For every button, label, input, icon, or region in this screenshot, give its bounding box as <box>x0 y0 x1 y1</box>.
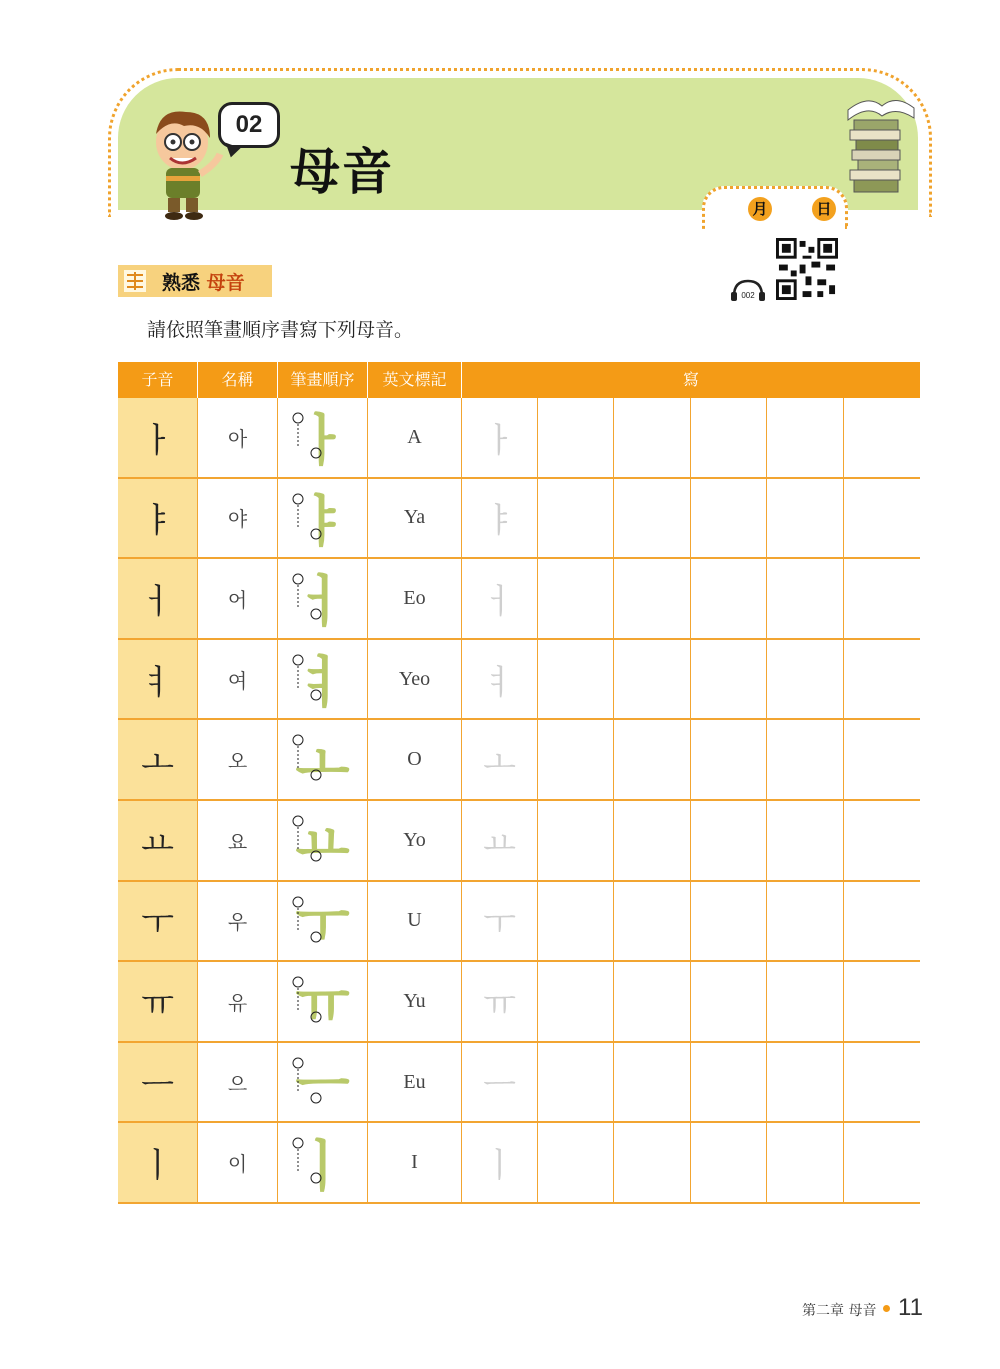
romanization-cell: Yeo <box>368 640 462 719</box>
trace-cell[interactable]: ㅓ <box>462 559 538 638</box>
name-cell: 으 <box>198 1043 278 1122</box>
table-row <box>118 720 920 801</box>
trace-cell[interactable]: ㅠ <box>462 962 538 1041</box>
table-body <box>118 398 920 1204</box>
stroke-order-arrows-icon <box>278 559 368 639</box>
writing-box[interactable] <box>614 479 690 558</box>
section-heading <box>162 268 245 295</box>
stroke-order-glyph: ㅣ <box>295 1134 350 1200</box>
trace-cell[interactable]: ㅏ <box>462 398 538 477</box>
stroke-order-glyph: ㅗ <box>295 731 350 797</box>
writing-box[interactable] <box>844 559 920 638</box>
lesson-number-badge: 02 <box>218 102 280 148</box>
stroke-order-glyph: ㅛ <box>295 812 350 878</box>
writing-box[interactable] <box>614 640 690 719</box>
headphone-icon <box>730 278 766 302</box>
writing-box[interactable] <box>844 882 920 961</box>
writing-box[interactable] <box>844 962 920 1041</box>
footer-dot <box>883 1305 890 1312</box>
table-row <box>118 640 920 721</box>
writing-box[interactable] <box>538 1123 614 1202</box>
name-cell: 요 <box>198 801 278 880</box>
header-write: 寫 <box>682 370 699 389</box>
name-cell: 이 <box>198 1123 278 1202</box>
writing-box[interactable] <box>538 479 614 558</box>
name-cell: 오 <box>198 720 278 799</box>
name-cell: 여 <box>198 640 278 719</box>
stroke-order-cell <box>278 801 368 880</box>
trace-cell[interactable]: ㅑ <box>462 479 538 558</box>
writing-box[interactable] <box>538 398 614 477</box>
writing-box[interactable] <box>844 398 920 477</box>
writing-box[interactable] <box>538 962 614 1041</box>
stroke-order-arrows-icon <box>278 882 368 962</box>
footer-chapter: 第二章 母音 <box>802 1303 877 1319</box>
stroke-order-cell <box>278 882 368 961</box>
stroke-order-glyph: ㅜ <box>295 892 350 958</box>
writing-box[interactable] <box>844 801 920 880</box>
table-row <box>118 1123 920 1204</box>
writing-box[interactable] <box>691 1043 767 1122</box>
romanization-cell: Ya <box>368 479 462 558</box>
writing-box[interactable] <box>538 559 614 638</box>
trace-cell[interactable]: ㅜ <box>462 882 538 961</box>
writing-box[interactable] <box>767 398 843 477</box>
stroke-order-glyph: ㅡ <box>295 1054 350 1120</box>
writing-box[interactable] <box>614 962 690 1041</box>
name-cell: 아 <box>198 398 278 477</box>
romanization-cell: Eu <box>368 1043 462 1122</box>
writing-box[interactable] <box>538 720 614 799</box>
header-romanization: 英文標記 <box>368 362 462 398</box>
audio-track-number: 002 <box>741 291 755 300</box>
writing-box[interactable] <box>614 559 690 638</box>
cartoon-boy-illustration <box>140 104 230 224</box>
writing-box[interactable] <box>691 720 767 799</box>
romanization-cell: Yu <box>368 962 462 1041</box>
jamo-cell: ㅠ <box>118 962 198 1041</box>
writing-box[interactable] <box>614 801 690 880</box>
writing-box[interactable] <box>614 1043 690 1122</box>
writing-box[interactable] <box>538 640 614 719</box>
table-row <box>118 1043 920 1124</box>
stroke-order-glyph: ㅑ <box>295 489 350 555</box>
table-row <box>118 962 920 1043</box>
writing-box[interactable] <box>614 1123 690 1202</box>
stroke-order-cell <box>278 559 368 638</box>
writing-box[interactable] <box>691 962 767 1041</box>
writing-box[interactable] <box>844 720 920 799</box>
romanization-cell: U <box>368 882 462 961</box>
romanization-cell: Eo <box>368 559 462 638</box>
writing-box[interactable] <box>538 1043 614 1122</box>
table-header-row <box>118 362 920 398</box>
writing-box[interactable] <box>767 1123 843 1202</box>
page-number: 11 <box>898 1294 923 1321</box>
writing-box[interactable] <box>691 882 767 961</box>
day-label: 日 <box>812 197 836 221</box>
stroke-order-glyph: ㅕ <box>295 651 350 717</box>
section-bullet-icon <box>124 270 146 292</box>
month-label: 月 <box>748 197 772 221</box>
stroke-order-arrows-icon <box>278 479 368 559</box>
jamo-cell: ㅓ <box>118 559 198 638</box>
section-heading-prefix: 熟悉 <box>162 272 201 294</box>
writing-box[interactable] <box>844 640 920 719</box>
page-title: 母音 <box>290 143 394 201</box>
section-heading-accent: 母音 <box>206 272 245 294</box>
book-stack-illustration <box>838 92 918 202</box>
writing-box[interactable] <box>614 398 690 477</box>
writing-box[interactable] <box>767 1043 843 1122</box>
jamo-cell: ㅕ <box>118 640 198 719</box>
jamo-cell: ㅗ <box>118 720 198 799</box>
name-cell: 야 <box>198 479 278 558</box>
header-stroke-order: 筆畫順序 <box>278 362 368 398</box>
table-row <box>118 559 920 640</box>
trace-cell[interactable]: ㅛ <box>462 801 538 880</box>
name-cell: 유 <box>198 962 278 1041</box>
stroke-order-cell <box>278 1043 368 1122</box>
jamo-cell: ㅡ <box>118 1043 198 1122</box>
jamo-cell: ㅜ <box>118 882 198 961</box>
romanization-cell: A <box>368 398 462 477</box>
writing-box[interactable] <box>767 801 843 880</box>
qr-code-icon[interactable] <box>776 238 838 300</box>
writing-box[interactable] <box>691 640 767 719</box>
writing-box[interactable] <box>767 640 843 719</box>
stroke-order-arrows-icon <box>278 1043 368 1123</box>
stroke-order-cell <box>278 962 368 1041</box>
stroke-order-glyph: ㅓ <box>295 570 350 636</box>
writing-box[interactable] <box>691 559 767 638</box>
stroke-order-arrows-icon <box>278 398 368 478</box>
trace-cell[interactable]: ㅕ <box>462 640 538 719</box>
writing-box[interactable] <box>691 398 767 477</box>
stroke-order-arrows-icon <box>278 962 368 1042</box>
stroke-order-glyph: ㅠ <box>295 973 350 1039</box>
romanization-cell: Yo <box>368 801 462 880</box>
writing-box[interactable] <box>767 559 843 638</box>
writing-box[interactable] <box>767 479 843 558</box>
writing-box[interactable] <box>767 720 843 799</box>
name-cell: 우 <box>198 882 278 961</box>
writing-box[interactable] <box>691 479 767 558</box>
vowel-practice-table <box>118 362 920 1204</box>
stroke-order-arrows-icon <box>278 720 368 800</box>
writing-box[interactable] <box>538 882 614 961</box>
writing-box[interactable] <box>691 801 767 880</box>
writing-box[interactable] <box>614 882 690 961</box>
jamo-cell: ㅑ <box>118 479 198 558</box>
writing-box[interactable] <box>538 801 614 880</box>
writing-box[interactable] <box>767 962 843 1041</box>
jamo-cell: ㅏ <box>118 398 198 477</box>
jamo-cell: ㅛ <box>118 801 198 880</box>
stroke-order-cell <box>278 640 368 719</box>
name-cell: 어 <box>198 559 278 638</box>
writing-box[interactable] <box>614 720 690 799</box>
header-name: 名稱 <box>198 362 278 398</box>
stroke-order-cell <box>278 1123 368 1202</box>
instruction-text: 請依照筆畫順序書寫下列母音。 <box>147 319 414 341</box>
jamo-cell: ㅣ <box>118 1123 198 1202</box>
table-row <box>118 479 920 560</box>
stroke-order-glyph: ㅏ <box>295 409 350 475</box>
stroke-order-arrows-icon <box>278 640 368 720</box>
header-jamo: 子音 <box>118 362 198 398</box>
table-row <box>118 398 920 479</box>
writing-box[interactable] <box>844 1123 920 1202</box>
trace-cell[interactable]: ㅡ <box>462 1043 538 1122</box>
romanization-cell: I <box>368 1123 462 1202</box>
stroke-order-cell <box>278 720 368 799</box>
stroke-order-cell <box>278 479 368 558</box>
writing-box[interactable] <box>767 882 843 961</box>
trace-cell[interactable]: ㅣ <box>462 1123 538 1202</box>
writing-box[interactable] <box>691 1123 767 1202</box>
stroke-order-arrows-icon <box>278 801 368 881</box>
writing-box[interactable] <box>844 1043 920 1122</box>
trace-cell[interactable]: ㅗ <box>462 720 538 799</box>
romanization-cell: O <box>368 720 462 799</box>
writing-box[interactable] <box>844 479 920 558</box>
stroke-order-arrows-icon <box>278 1123 368 1203</box>
table-row <box>118 882 920 963</box>
stroke-order-cell <box>278 398 368 477</box>
table-row <box>118 801 920 882</box>
